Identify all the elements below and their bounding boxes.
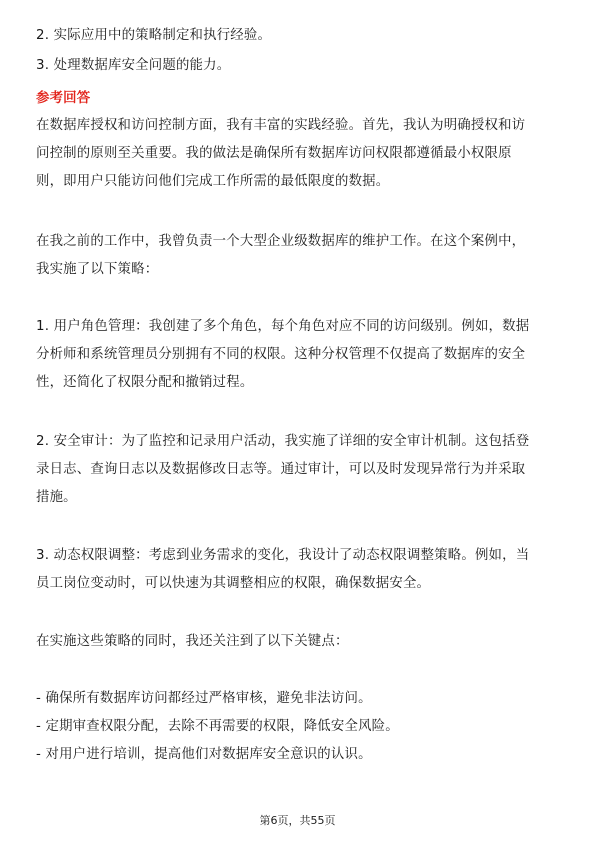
paragraph-line: 员工岗位变动时，可以快速为其调整相应的权限，确保数据安全。 bbox=[36, 576, 431, 591]
paragraph-line: 问控制的原则至关重要。我的做法是确保所有数据库访问权限都遵循最小权限原 bbox=[36, 146, 512, 161]
paragraph-line: 分析师和系统管理员分别拥有不同的权限。这种分权管理不仅提高了数据库的安全 bbox=[36, 347, 526, 362]
paragraph-line: 在数据库授权和访问控制方面，我有丰富的实践经验。首先，我认为明确授权和访 bbox=[36, 118, 526, 133]
paragraph-line: 性，还简化了权限分配和撤销过程。 bbox=[36, 375, 254, 390]
answer-heading: 参考回答 bbox=[36, 91, 91, 106]
list-item: - 对用户进行培训，提高他们对数据库安全意识的认识。 bbox=[36, 747, 372, 762]
paragraph-line: 1. 用户角色管理：我创建了多个角色，每个角色对应不同的访问级别。例如，数据 bbox=[36, 319, 530, 334]
list-item: - 定期审查权限分配，去除不再需要的权限，降低安全风险。 bbox=[36, 719, 399, 734]
paragraph-line: 则，即用户只能访问他们完成工作所需的最低限度的数据。 bbox=[36, 174, 390, 189]
paragraph-line: 措施。 bbox=[36, 490, 77, 505]
paragraph-line: 在我之前的工作中，我曾负责一个大型企业级数据库的维护工作。在这个案例中， bbox=[36, 234, 526, 249]
paragraph-line: 3. 动态权限调整：考虑到业务需求的变化，我设计了动态权限调整策略。例如，当 bbox=[36, 548, 530, 563]
list-item-security-ability: 3. 处理数据库安全问题的能力。 bbox=[36, 58, 231, 73]
list-item: - 确保所有数据库访问都经过严格审核，避免非法访问。 bbox=[36, 691, 372, 706]
paragraph-line: 我实施了以下策略： bbox=[36, 262, 159, 277]
list-item-strategy-experience: 2. 实际应用中的策略制定和执行经验。 bbox=[36, 28, 272, 43]
paragraph-key-points-intro: 在实施这些策略的同时，我还关注到了以下关键点： bbox=[36, 634, 349, 649]
paragraph-line: 录日志、查询日志以及数据修改日志等。通过审计，可以及时发现异常行为并采取 bbox=[36, 462, 526, 477]
page-number-footer: 第6页，共55页 bbox=[259, 814, 336, 827]
paragraph-line: 2. 安全审计：为了监控和记录用户活动，我实施了详细的安全审计机制。这包括登 bbox=[36, 434, 530, 449]
